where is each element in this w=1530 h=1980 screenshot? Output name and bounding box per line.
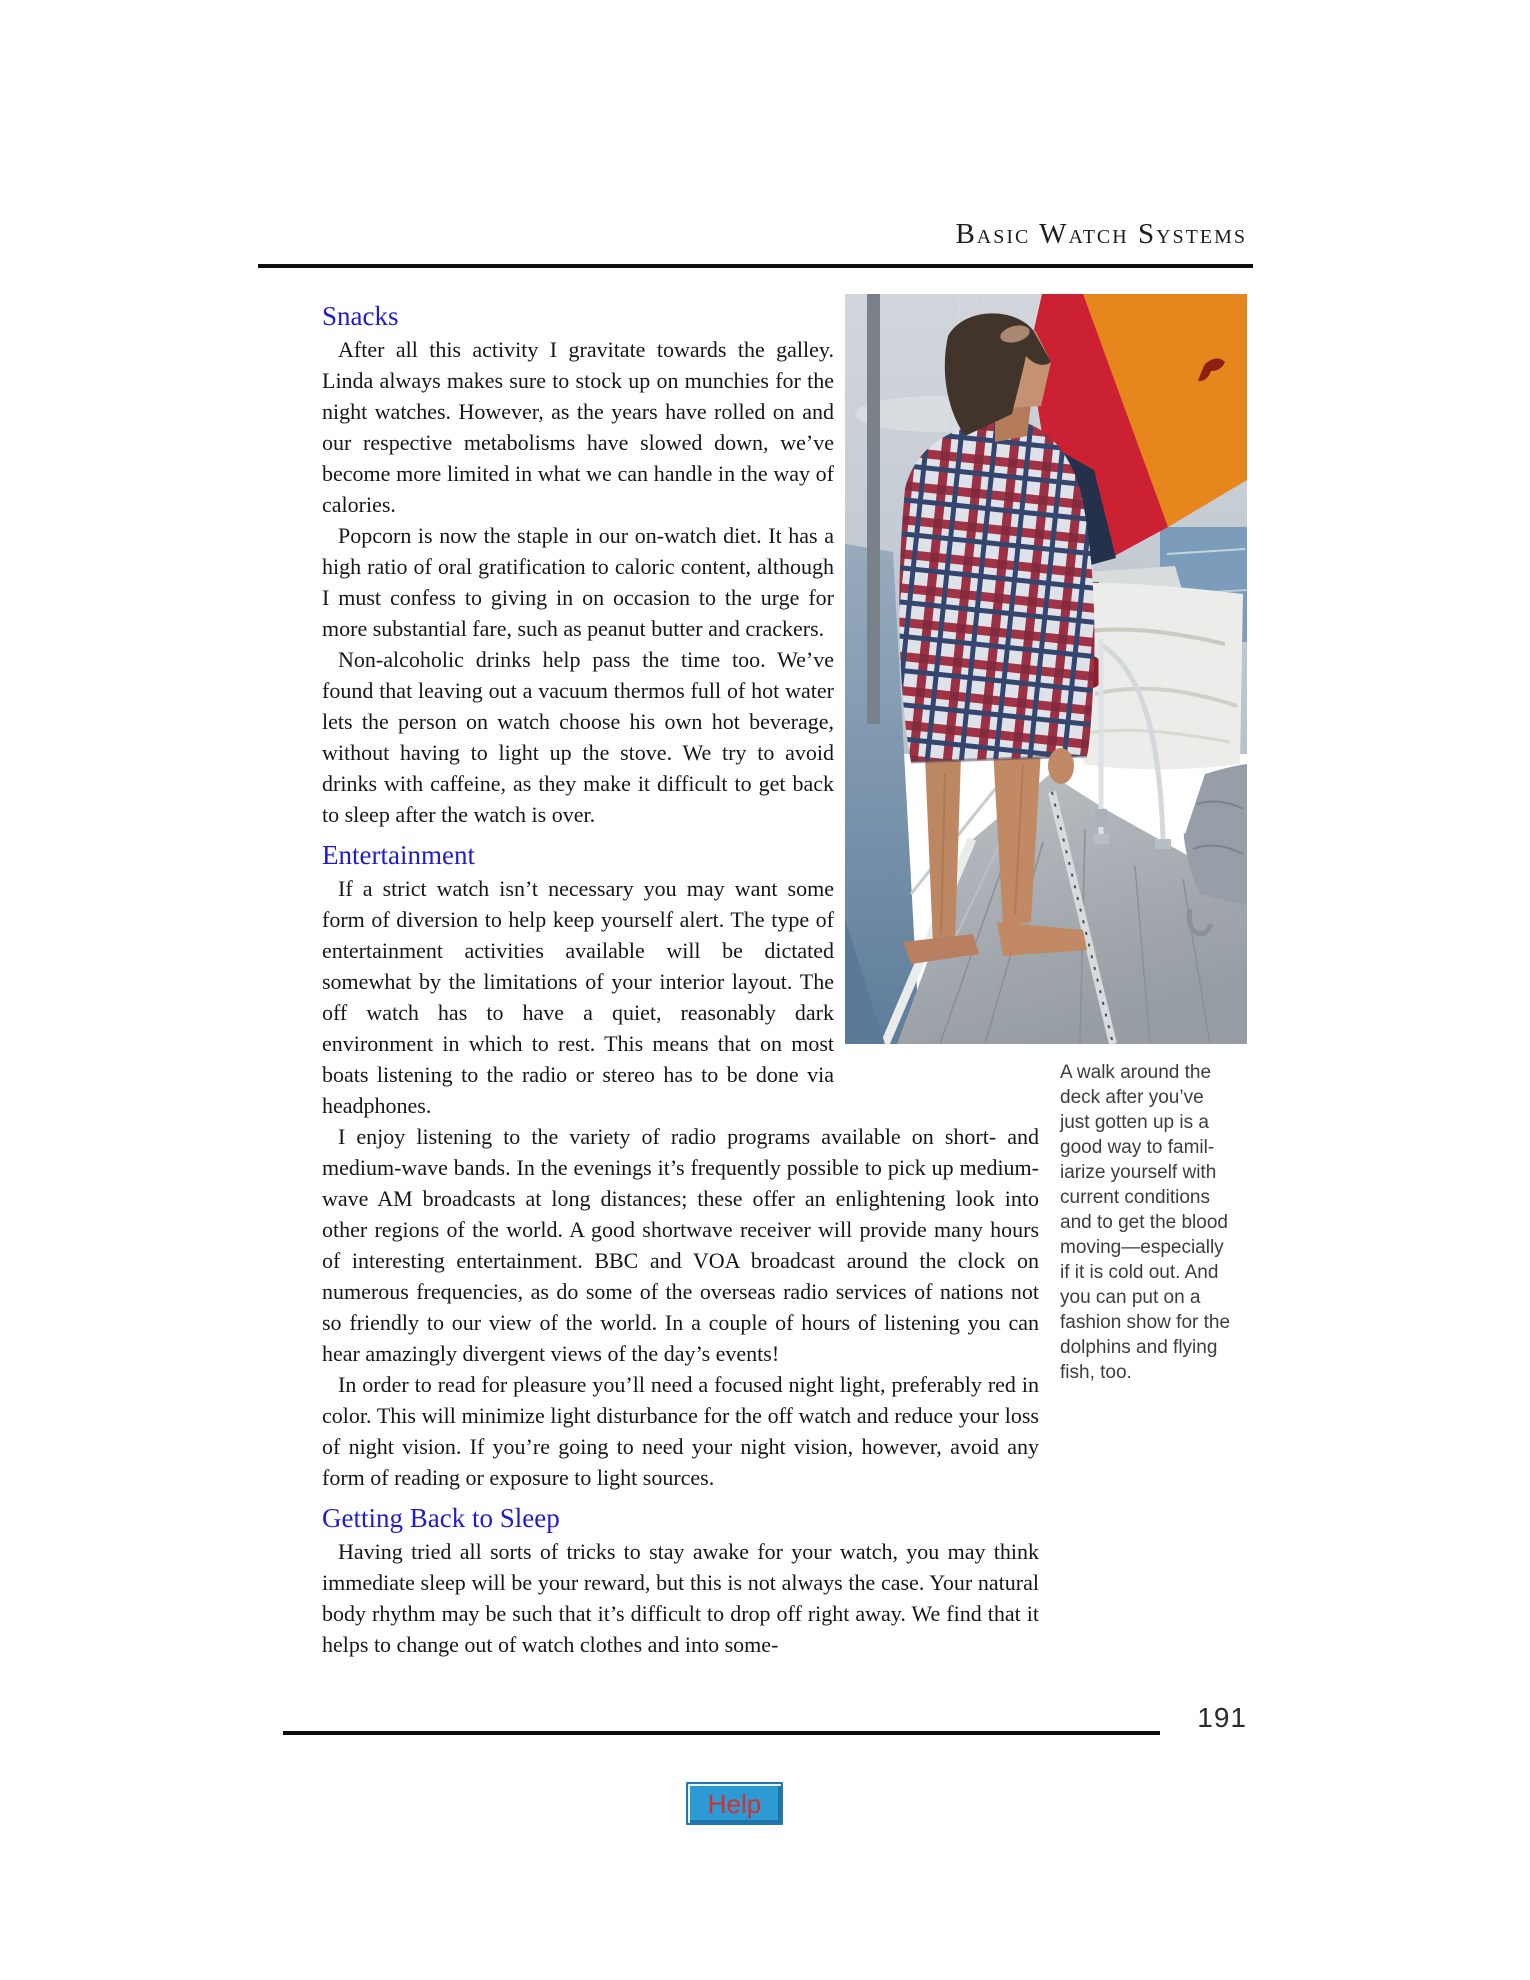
caption-line: fish, too. bbox=[1060, 1362, 1132, 1383]
paragraph: I enjoy listening to the variety of radio programs available on short- and medium-wave bands. In the evenings it’s frequently possible to pick up medium-wave AM broadcasts at long distances; these offer an enlightening look into other regions of the world. A good shortwave receiver will provide many hours of interesting entertainment. BBC and VOA broadcast around the clock on numerous frequencies, as do some of the overseas radio services of nations not so friendly to our view of the world. In a couple of hours of listening you can hear amazingly divergent views of the day’s events! bbox=[322, 1124, 1039, 1366]
sailor-deck-photo bbox=[845, 294, 1247, 1044]
caption-line: if it is cold out. And bbox=[1060, 1262, 1219, 1283]
caption-line: dolphins and flying bbox=[1060, 1337, 1218, 1358]
paragraph: Non-alcoholic drinks help pass the time too. We’ve found that leaving out a vacuum thermos full of hot water lets the person on watch choose his own hot beverage, without having to light up the stove. We try to avoid drinks with caffeine, as they make it difficult to get back to sleep after the watch is over. bbox=[322, 647, 834, 827]
caption-line: and to get the blood bbox=[1060, 1212, 1228, 1233]
caption-line: moving—especially bbox=[1060, 1237, 1224, 1258]
paragraph: After all this activity I gravitate towards the galley. Linda always makes sure to stock up on munchies for the night watches. However, as the years have rolled on and our respective metabolisms have slowed down, we’ve become more limited in what we can handle in the way of calories. bbox=[322, 337, 834, 517]
help-button[interactable] bbox=[686, 1782, 783, 1825]
paragraph: Popcorn is now the staple in our on-watch diet. It has a high ratio of oral gratification to caloric content, although I must confess to giving in on occasion to the urge for more substantial fare, such as peanut butter and crackers. bbox=[322, 523, 834, 641]
page-number: 191 bbox=[1197, 1702, 1247, 1733]
caption-line: just gotten up is a bbox=[1060, 1112, 1209, 1133]
running-head: Basic Watch Systems bbox=[955, 218, 1247, 250]
section-heading-snacks: Snacks bbox=[322, 301, 399, 331]
caption-line: A walk around the bbox=[1060, 1062, 1212, 1083]
photo-caption bbox=[1060, 1060, 1247, 1696]
sailor-deck-photo-art bbox=[845, 294, 1247, 1044]
caption-line: deck after you’ve bbox=[1060, 1087, 1204, 1108]
paragraph: In order to read for pleasure you’ll need a focused night light, preferably red in color. This will minimize light disturbance for the off watch and reduce your loss of night vision. If you’re going to need your night vision, however, avoid any form of reading or exposure to light sources. bbox=[322, 1372, 1039, 1490]
page-content bbox=[322, 291, 1247, 1696]
caption-line: you can put on a bbox=[1060, 1287, 1201, 1308]
caption-line: current conditions bbox=[1060, 1187, 1210, 1208]
caption-line: good way to famil- bbox=[1060, 1137, 1215, 1158]
caption-line: fashion show for the bbox=[1060, 1312, 1231, 1333]
caption-line: iarize yourself with bbox=[1060, 1162, 1217, 1183]
footer-rule bbox=[283, 1731, 1160, 1735]
header-rule bbox=[258, 264, 1253, 268]
help-button-label: Help bbox=[707, 1788, 762, 1819]
paragraph: If a strict watch isn’t necessary you may want some form of diversion to help keep yourself alert. The type of entertainment activities available will be dictated somewhat by the limitations of your interior layout. The off watch has to have a quiet, reasonably dark environment in which to rest. This means that on most boats listening to the radio or stereo has to be done via headphones. bbox=[322, 876, 834, 1118]
paragraph: Having tried all sorts of tricks to stay awake for your watch, you may think immediate sleep will be your reward, but this is not always the case. Your natural body rhythm may be such that it’s difficult to drop off right away. We find that it helps to change out of watch clothes and into some- bbox=[322, 1539, 1039, 1657]
section-heading-entertainment: Entertainment bbox=[322, 840, 475, 870]
section-heading-getting-back-to-sleep: Getting Back to Sleep bbox=[322, 1503, 560, 1533]
